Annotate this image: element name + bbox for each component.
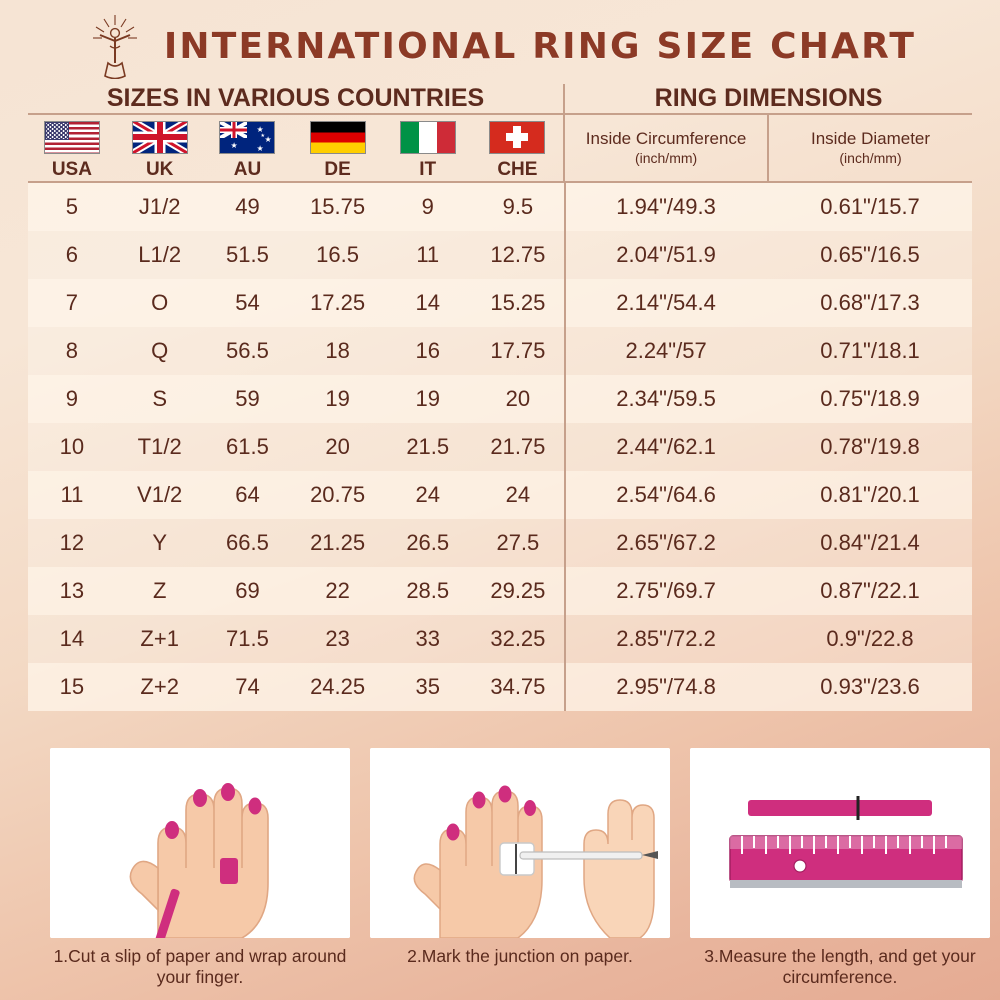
flag-cell-de [291,115,384,159]
diameter-units: (inch/mm) [839,149,902,166]
step-1-caption: 1.Cut a slip of paper and wrap around your finger. [53,946,347,987]
circumference-title-line1: Inside Circumference [585,128,747,148]
cell-che: 24 [472,471,565,519]
cell-it: 26.5 [384,519,472,567]
cell-au: 69 [204,567,292,615]
cell-uk: J1/2 [116,183,204,231]
cell-che: 21.75 [472,423,565,471]
ruler-measuring-paper-strip-illustration [690,748,990,938]
flag-cell-usa [28,115,116,159]
cell-diameter: 0.75"/18.9 [768,375,972,423]
cell-de: 17.25 [291,279,384,327]
cell-de: 24.25 [291,663,384,711]
cell-usa: 15 [28,663,116,711]
cell-uk: Y [116,519,204,567]
cell-au: 51.5 [204,231,292,279]
cell-uk: Z+1 [116,615,204,663]
country-code-de: DE [324,159,351,180]
cell-au: 74 [204,663,292,711]
table-row [28,471,972,519]
cell-de: 19 [291,375,384,423]
cell-diameter: 0.68"/17.3 [768,279,972,327]
cell-che: 34.75 [472,663,565,711]
cell-diameter: 0.78"/19.8 [768,423,972,471]
cell-de: 15.75 [291,183,384,231]
size-table-body [28,183,972,711]
cell-diameter: 0.87"/22.1 [768,567,972,615]
cell-it: 35 [384,663,472,711]
circumference-units: (inch/mm) [634,149,698,166]
step-1 [50,748,350,990]
cell-au: 64 [204,471,292,519]
cell-uk: V1/2 [116,471,204,519]
page-title: INTERNATIONAL RING SIZE CHART [163,25,917,67]
cell-circumference: 1.94"/49.3 [564,183,768,231]
hand-with-paper-strip-illustration [50,748,350,938]
australia-flag-icon: ★ ★ ★ ★ ★ [219,121,275,154]
cell-diameter: 0.81"/20.1 [768,471,972,519]
switzerland-flag-icon [489,121,545,154]
cell-de: 20.75 [291,471,384,519]
cell-uk: O [116,279,204,327]
cell-uk: Q [116,327,204,375]
cell-de: 21.25 [291,519,384,567]
flag-cell-che [472,115,565,159]
page-header [28,0,972,78]
cell-au: 54 [204,279,292,327]
usa-flag-icon [44,121,100,154]
step-2 [370,748,670,990]
group-header-countries: SIZES IN VARIOUS COUNTRIES [28,84,564,113]
cell-au: 56.5 [204,327,292,375]
cell-de: 23 [291,615,384,663]
cell-it: 33 [384,615,472,663]
cell-au: 59 [204,375,292,423]
cell-it: 14 [384,279,472,327]
cell-circumference: 2.95"/74.8 [564,663,768,711]
cell-it: 24 [384,471,472,519]
cell-diameter: 0.71"/18.1 [768,327,972,375]
cell-usa: 14 [28,615,116,663]
cell-diameter: 0.84"/21.4 [768,519,972,567]
table-row [28,183,972,231]
cell-che: 27.5 [472,519,565,567]
country-code-au: AU [233,159,262,180]
cell-che: 15.25 [472,279,565,327]
cell-de: 22 [291,567,384,615]
cell-it: 21.5 [384,423,472,471]
cell-uk: Z [116,567,204,615]
cell-che: 9.5 [472,183,565,231]
group-header-row [28,84,972,113]
table-row [28,375,972,423]
cell-diameter: 0.93"/23.6 [768,663,972,711]
flag-cell-uk [116,115,204,159]
cell-usa: 6 [28,231,116,279]
table-row [28,615,972,663]
jesus-cross-logo [84,13,146,79]
cell-usa: 13 [28,567,116,615]
size-chart-table-wrap [28,84,972,711]
measurement-steps [50,748,976,990]
cell-de: 18 [291,327,384,375]
cell-uk: T1/2 [116,423,204,471]
diameter-title-line1: Inside Diameter [810,128,931,148]
cell-che: 17.75 [472,327,565,375]
group-header-dimensions: RING DIMENSIONS [654,84,883,112]
cell-de: 16.5 [291,231,384,279]
cell-che: 20 [472,375,565,423]
italy-flag-icon [400,121,456,154]
cell-de: 20 [291,423,384,471]
hands-marking-paper-with-pen-illustration [370,748,670,938]
cell-it: 11 [384,231,472,279]
cell-che: 12.75 [472,231,565,279]
cell-circumference: 2.85"/72.2 [564,615,768,663]
cell-diameter: 0.61"/15.7 [768,183,972,231]
table-row [28,519,972,567]
table-row [28,663,972,711]
cell-usa: 11 [28,471,116,519]
cell-usa: 12 [28,519,116,567]
flag-row [28,115,972,159]
cell-che: 29.25 [472,567,565,615]
cell-circumference: 2.34"/59.5 [564,375,768,423]
cell-circumference: 2.65"/67.2 [564,519,768,567]
cell-au: 49 [204,183,292,231]
flag-cell-au [204,115,292,159]
cell-au: 66.5 [204,519,292,567]
cell-au: 71.5 [204,615,292,663]
cell-usa: 8 [28,327,116,375]
cell-circumference: 2.75"/69.7 [564,567,768,615]
country-code-che: CHE [497,159,538,180]
cell-usa: 9 [28,375,116,423]
table-row [28,279,972,327]
cell-it: 28.5 [384,567,472,615]
cell-usa: 7 [28,279,116,327]
country-code-usa: USA [51,159,92,180]
dimension-header-circumference [564,115,768,181]
uk-flag-icon [132,121,188,154]
table-row [28,423,972,471]
ring-size-table [28,84,972,711]
cell-it: 16 [384,327,472,375]
cell-uk: L1/2 [116,231,204,279]
cell-diameter: 0.65"/16.5 [768,231,972,279]
table-row [28,231,972,279]
step-3 [690,748,990,990]
step-2-caption: 2.Mark the junction on paper. [407,946,633,966]
table-row [28,327,972,375]
flag-cell-it [384,115,472,159]
cell-circumference: 2.44"/62.1 [564,423,768,471]
step-3-caption: 3.Measure the length, and get your circumference. [704,946,976,987]
cell-it: 9 [384,183,472,231]
table-row [28,567,972,615]
cell-diameter: 0.9"/22.8 [768,615,972,663]
cell-uk: S [116,375,204,423]
cell-circumference: 2.54"/64.6 [564,471,768,519]
cell-circumference: 2.24"/57 [564,327,768,375]
cell-che: 32.25 [472,615,565,663]
dimension-header-diameter [768,115,972,181]
cell-uk: Z+2 [116,663,204,711]
cell-usa: 10 [28,423,116,471]
cell-circumference: 2.04"/51.9 [564,231,768,279]
country-code-it: IT [419,159,437,180]
cell-circumference: 2.14"/54.4 [564,279,768,327]
germany-flag-icon [310,121,366,154]
cell-it: 19 [384,375,472,423]
cell-usa: 5 [28,183,116,231]
country-code-uk: UK [145,159,174,180]
cell-au: 61.5 [204,423,292,471]
